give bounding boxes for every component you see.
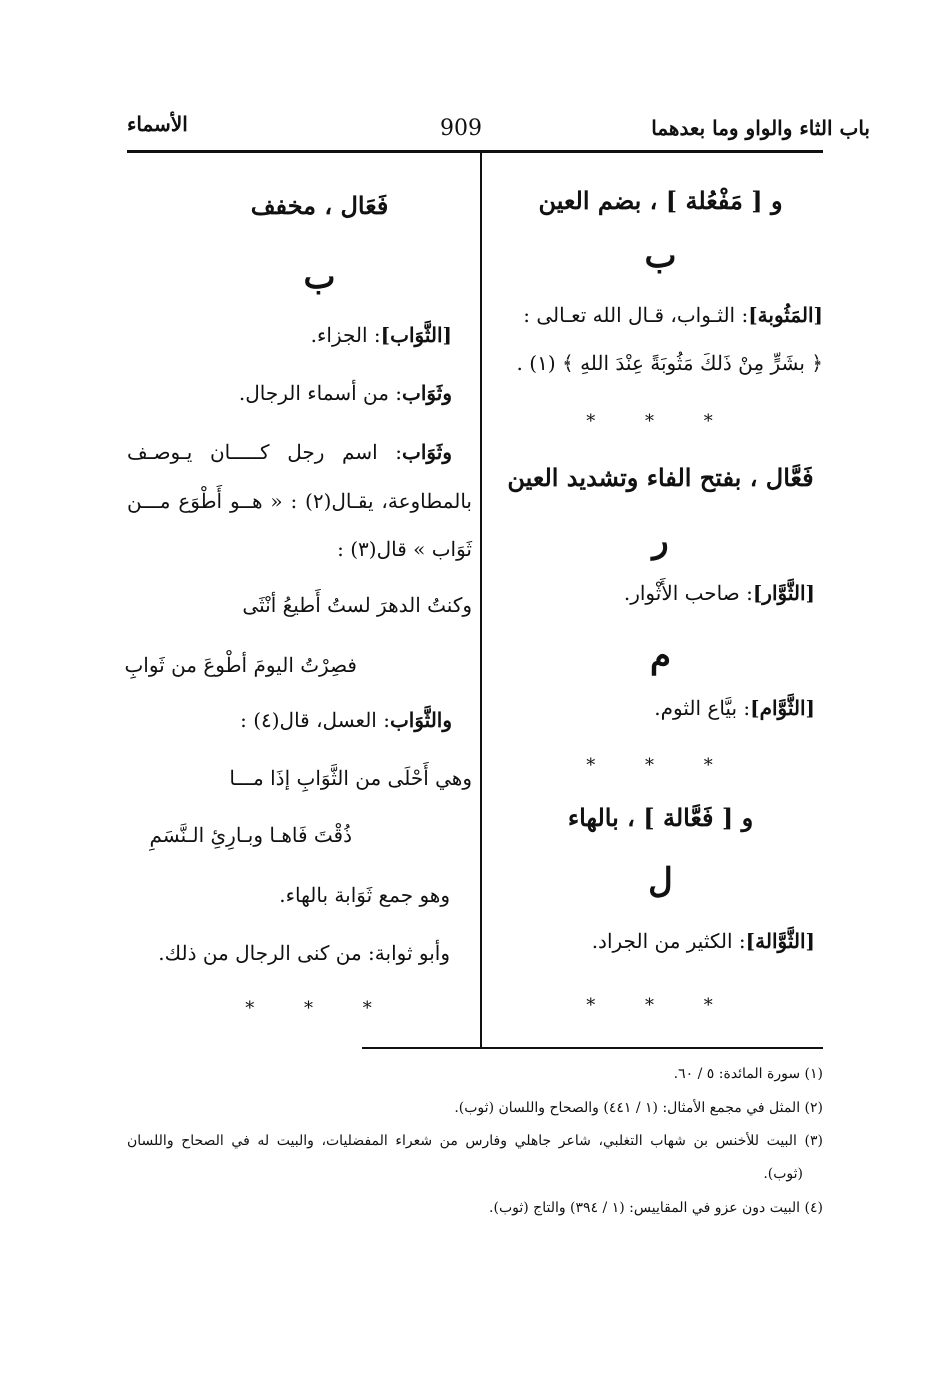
dictionary-entry (239, 381, 452, 405)
entry-text: : من أسماء الرجال. (238, 381, 403, 405)
entry-note: وهو جمع ثَوَابة بالهاء. (279, 883, 450, 907)
letter-heading: ل (648, 861, 673, 901)
footnote: (٤) البيت دون عزو في المقاييس: (١ / ٣٩٤) والتاج (ثوب). (489, 1200, 823, 1216)
section-heading: و [ فَعَّالة ] ، بالهاء (567, 803, 754, 832)
entry-text: : الكثير من الجراد. (591, 929, 746, 953)
section-divider-stars: * * * (245, 998, 394, 1019)
entry-text: : اسم رجل كـــــان يـوصـف (127, 440, 403, 464)
quran-quote: ﴿ بشَرٍّ مِنْ ذَلكَ مَثُوبَةً عِنْدَ اللهِ ﴾ (١) . (516, 351, 823, 375)
section-divider-stars: * * * (586, 995, 735, 1016)
dictionary-entry (654, 696, 815, 720)
dictionary-entry (523, 303, 823, 327)
dictionary-entry (592, 929, 815, 953)
entry-text: : الثـواب، قـال الله تعـالى : (523, 303, 749, 327)
footnote-rule (362, 1047, 823, 1049)
letter-heading: ر (652, 521, 669, 561)
dictionary-entry (127, 440, 452, 464)
verse-line: وكنتُ الدهرَ لستُ أَطيعُ أنْثَى (242, 593, 472, 617)
entry-text-continuation: ثَوَاب » قال(٣) : (337, 537, 472, 561)
entry-headword: وثَوَاب (402, 381, 452, 405)
footnote: (١) سورة المائدة: ٥ / ٦٠. (673, 1066, 823, 1082)
column-separator (480, 153, 482, 1048)
entry-headword: [الثَّوَّالة] (745, 929, 815, 953)
section-heading: فَعَال ، مخفف (250, 191, 389, 220)
letter-heading: ب (303, 257, 336, 297)
section-heading: و [ مَفْعُلة ] ، بضم العين (538, 186, 783, 215)
entry-headword: [الثَّوَاب] (380, 323, 452, 347)
entry-headword: والثَّوَاب (389, 708, 452, 732)
entry-text-continuation: بالمطاوعة، يقـال(٢) : « هــو أَطْوَع مـــن (127, 489, 472, 513)
entry-headword: [الثَّوَّار] (752, 581, 815, 605)
letter-heading: م (649, 636, 672, 676)
entry-headword: [الثَّوَّام] (750, 696, 815, 720)
dictionary-entry (311, 323, 452, 347)
section-divider-stars: * * * (586, 411, 735, 432)
verse-line: ذُقْتَ فَاهـا وبـارِئِ الـنَّسَمِ (149, 823, 352, 847)
entry-text: : الجزاء. (310, 323, 381, 347)
section-divider-stars: * * * (586, 755, 735, 776)
page-number: 909 (440, 116, 482, 141)
running-header-section-title: باب الثاء والواو وما بعدهما (651, 116, 870, 140)
verse-line: وهي أَحْلَى من الثَّوَابِ إذَا مـــا (229, 766, 472, 790)
letter-heading: ب (644, 236, 677, 276)
verse-line: فصِرْتُ اليومَ أطْوعَ من ثَوابِ (124, 653, 357, 677)
entry-headword: [المَثُوبة] (748, 303, 823, 327)
dictionary-entry (240, 708, 452, 732)
entry-text: : العسل، قال(٤) : (240, 708, 390, 732)
entry-note: وأبو ثوابة: من كنى الرجال من ذلك. (158, 941, 450, 965)
dictionary-entry (624, 581, 815, 605)
entry-text: : بيَّاع الثوم. (654, 696, 751, 720)
entry-text: : صاحب الأَثْوار. (623, 581, 753, 605)
footnote: (٢) المثل في مجمع الأمثال: (١ / ٤٤١) والصحاح واللسان (ثوب). (454, 1100, 823, 1116)
header-rule (127, 150, 823, 153)
section-heading: فَعَّال ، بفتح الفاء وتشديد العين (507, 463, 814, 492)
footnote-continuation: (ثوب). (763, 1166, 803, 1182)
running-header-category: الأسماء (127, 112, 188, 136)
footnote: (٣) البيت للأخنس بن شهاب التغلبي، شاعر جاهلي وفارس من شعراء المفضليات، والبيت له في الصحاح واللسان (127, 1133, 823, 1149)
entry-headword: وثَوَاب (402, 440, 452, 464)
